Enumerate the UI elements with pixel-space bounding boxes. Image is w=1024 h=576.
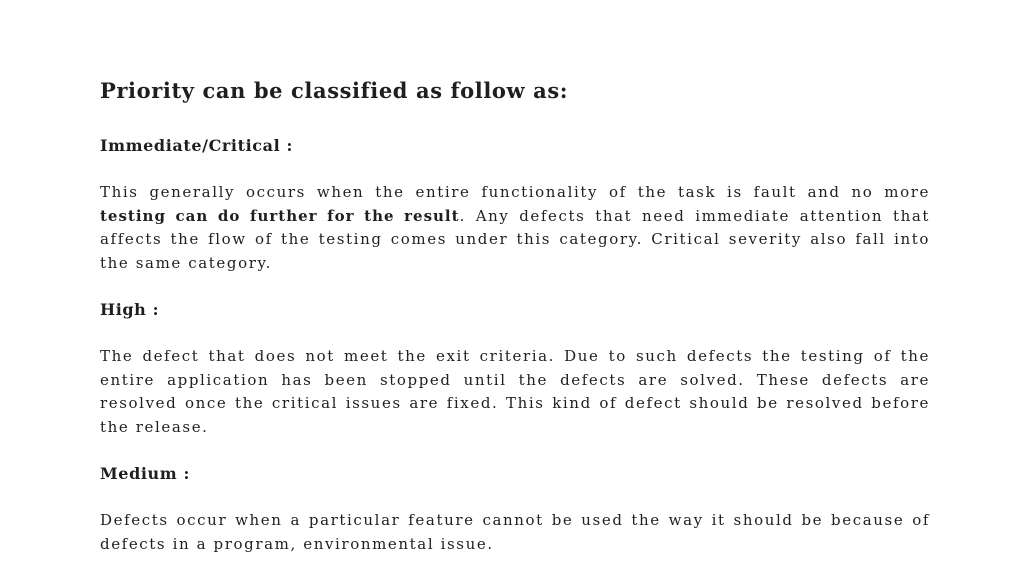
page-title: Priority can be classified as follow as: — [100, 78, 569, 103]
section-heading-high: High : — [100, 300, 160, 319]
section-text-medium: Defects occur when a particular feature cannot be used the way it should be because of defects in a program, environmental issue. — [100, 511, 930, 553]
section-heading-medium: Medium : — [100, 464, 190, 483]
critical-text-start: This generally occurs when the entire functionality of the task is fault and no more — [100, 183, 930, 201]
critical-text-bold: testing can do further for the result — [100, 206, 460, 225]
section-text-critical — [100, 181, 930, 276]
critical-text-end: . Any defects that need immediate attention that affects the flow of the testing comes under this category. Critical severity also fall into the same category. — [100, 206, 931, 273]
document-page — [100, 0, 930, 576]
section-text-high: The defect that does not meet the exit criteria. Due to such defects the testing of the entire application has been stopped until the defects are solved. These defects are resolved once the critical issues are fixed. This kind of defect should be resolved before the release. — [100, 347, 930, 437]
section-heading-critical: Immediate/Critical : — [100, 136, 293, 155]
